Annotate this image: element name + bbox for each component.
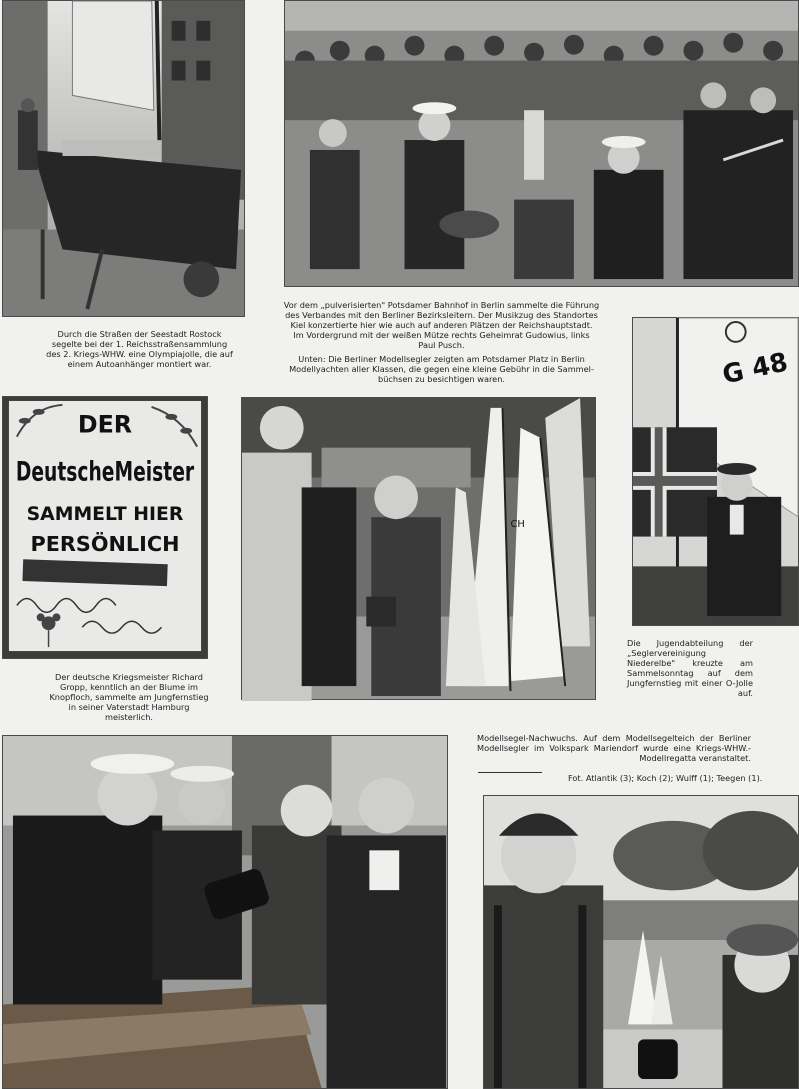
photo-jugendabteilung-o-jolle xyxy=(632,317,799,626)
caption-potsdam-line: Paul Pusch. xyxy=(418,340,465,350)
sail-number: G 48 xyxy=(719,347,791,391)
sign-line-persoenlich: PERSÖNLICH xyxy=(30,531,180,556)
caption-potsdam-line: des Verbandes mit den Berliner Bezirksleitern. Der Musikzug des Standortes xyxy=(285,310,598,320)
caption-potsdam-line: Vor dem „pulverisierten" Potsdamer Bahnhof in Berlin sammelte die Führung xyxy=(283,300,600,310)
photo-rostock-olympiajolle xyxy=(2,0,245,317)
caption-unten-line: büchsen zu besichtigen waren. xyxy=(378,374,505,384)
caption-potsdam xyxy=(278,300,605,384)
caption-jugendabteilung: Die Jugendabteilung der „Seglervereinigung Niederelbe" kreuzte am Sammelsonntag auf dem Jungfernstieg mit einer O-Jolle auf. xyxy=(627,638,753,698)
sign-line-sammelt-hier: SAMMELT HIER xyxy=(26,504,184,526)
svg-text:CH: CH xyxy=(510,519,525,531)
photo-modellyachten-potsdamer-platz xyxy=(241,397,596,700)
caption-unten-line: Unten: Die Berliner Modellsegler zeigten am Potsdamer Platz in Berlin xyxy=(298,354,585,364)
photo-potsdamer-bahnhof-sammlung xyxy=(284,0,799,287)
caption-unten-line: Modellyachten aller Klassen, die gegen eine kleine Gebühr in die Sammel- xyxy=(289,364,594,374)
photo-credit: Fot. Atlantik (3); Koch (2); Wulff (1); Teegen (1). xyxy=(568,773,763,783)
caption-rostock: Durch die Straßen der Seestadt Rostock segelte bei der 1. Reichsstraßensammlung des 2. Kriegs-WHW. eine Olympiajolle, die auf einem Autoanhänger montiert war. xyxy=(46,329,233,369)
credit-divider xyxy=(478,772,542,773)
sign-line-deutsche-meister: DeutscheMeister xyxy=(15,456,195,488)
photo-volkspark-mariendorf-regatta xyxy=(483,795,799,1089)
caption-potsdam-line: Im Vordergrund mit der weißen Mütze rechts Geheimrat Gudowius, links xyxy=(293,330,590,340)
photo-deutsche-meister-schild xyxy=(2,396,208,659)
caption-kriegsmeister: Der deutsche Kriegsmeister Richard Gropp, kenntlich an der Blume im Knopfloch, sammelte am Jungfernstieg in seiner Vaterstadt Hamburg meisterlich. xyxy=(49,672,209,722)
caption-modellsegel-nachwuchs: Modellsegel-Nachwuchs. Auf dem Modellsegelteich der Berliner Modellsegler im Volkspark Mariendorf wurde eine Kriegs-WHW.-Modellregatta veranstaltet. xyxy=(477,733,751,763)
photo-kriegsmeister-jungfernstieg xyxy=(2,735,448,1089)
sign-line-der: DER xyxy=(77,410,133,439)
caption-potsdam-line: Kiel konzertierte hier wie auch auf anderen Plätzen der Reichshauptstadt. xyxy=(290,320,593,330)
